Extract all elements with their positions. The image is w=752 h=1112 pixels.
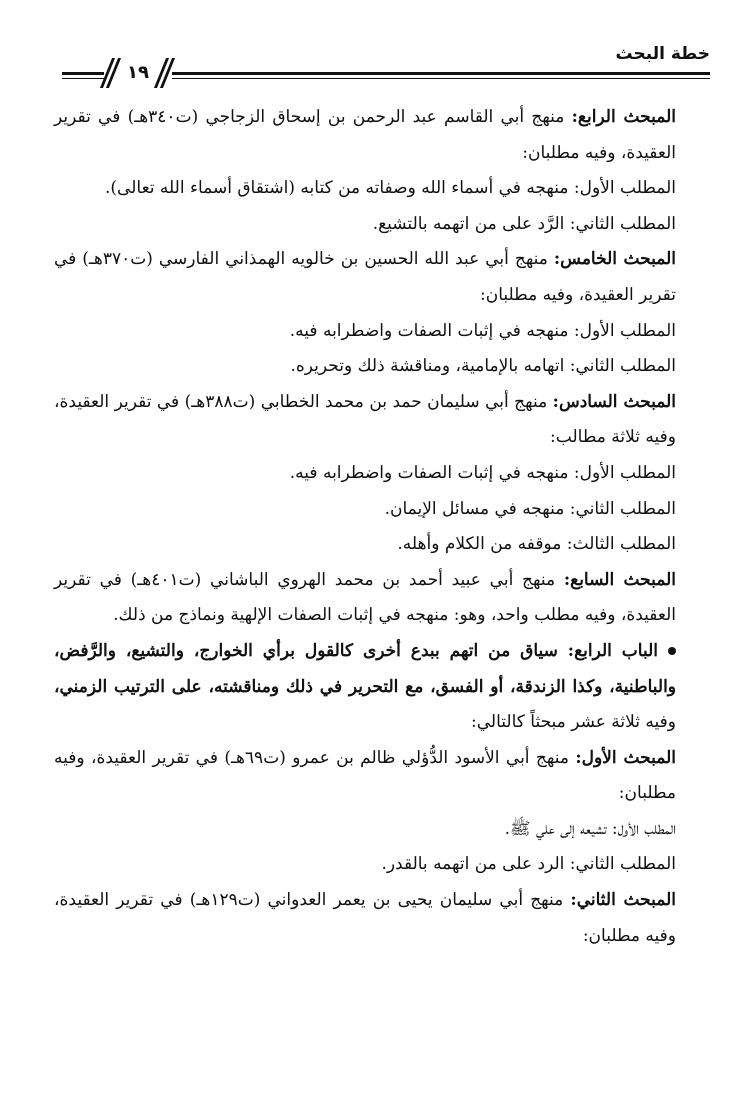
section-label: المبحث الثاني: bbox=[570, 890, 677, 911]
section-text: منهج أبي سليمان حمد بن محمد الخطابي (ت٣٨٨هـ) في تقرير العقيدة، وفيه ثلاثة مطالب: bbox=[54, 391, 676, 448]
subsection-line: المطلب الثاني: الرد على من اتهمه بالقدر. bbox=[381, 854, 676, 875]
section-text: منهج أبي عبد الله الحسين بن خالويه الهمذاني الفارسي (ت٣٧٠هـ) في تقرير العقيدة، وفيه مطلبان: bbox=[54, 249, 676, 305]
section-text: منهج أبي الأسود الدُّؤلي ظالم بن عمرو (ت٦٩هـ) في تقرير العقيدة، وفيه مطلبان: bbox=[54, 747, 676, 804]
subsection-line: المطلب الأول: منهجه في أسماء الله وصفاته من كتابه (اشتقاق أسماء الله تعالى). bbox=[105, 178, 676, 199]
section-paragraph bbox=[54, 741, 702, 812]
section-label: المبحث الأول: bbox=[575, 747, 676, 768]
page-number-badge bbox=[104, 60, 172, 86]
section-paragraph bbox=[54, 385, 702, 456]
section-paragraph bbox=[54, 563, 702, 634]
running-header bbox=[62, 42, 710, 92]
body-text bbox=[54, 100, 702, 954]
subsection-line: المطلب الأول: منهجه في إثبات الصفات واضطرابه فيه. bbox=[289, 320, 676, 341]
subsection-line: المطلب الأول: منهجه في إثبات الصفات واضطرابه فيه. bbox=[289, 462, 676, 483]
section-text: منهج أبي سليمان يحيى بن يعمر العدواني (ت١٢٩هـ) في تقرير العقيدة، وفيه مطلبان: bbox=[54, 890, 676, 946]
subsection-line: المطلب الثاني: الرَّد على من اتهمه بالتشيع. bbox=[372, 213, 676, 234]
section-label: المبحث السادس: bbox=[552, 391, 677, 412]
section-label: المبحث الرابع: bbox=[571, 107, 676, 127]
section-paragraph bbox=[54, 242, 702, 313]
chapter-text: وفيه ثلاثة عشر مبحثاً كالتالي: bbox=[471, 712, 676, 733]
chapter-title: الباب الرابع: سياق من اتهم ببدع أخرى كالقول برأي الخوارج، والتشيع، والرَّفض، والباطنية، وكذا الزندقة، أو الفسق، مع التحرير في ذلك ومناقشته، على الترتيب الزمني، bbox=[54, 640, 676, 697]
section-text: منهج أبي القاسم عبد الرحمن بن إسحاق الزجاجي (ت٣٤٠هـ) في تقرير العقيدة، وفيه مطلبان: bbox=[54, 107, 676, 163]
subsection-line: المطلب الثاني: منهجه في مسائل الإيمان. bbox=[384, 498, 676, 519]
section-text: منهج أبي عبيد أحمد بن محمد الهروي الباشاني (ت٤٠١هـ) في تقرير العقيدة، وفيه مطلب واحد، وهو: منهجه في إثبات الصفات الإلهية ونماذج من ذلك. bbox=[54, 569, 676, 626]
chapter-bullet bbox=[54, 634, 702, 741]
subsection-line: المطلب الثالث: موقفه من الكلام وأهله. bbox=[397, 534, 676, 555]
bullet-dot-icon bbox=[668, 647, 676, 655]
subsection-line: المطلب الثاني: اتهامه بالإمامية، ومناقشة ذلك وتحريره. bbox=[290, 356, 676, 377]
subsection-line: المطلب الأول: تشيعه إلى علي ﷺ. bbox=[504, 818, 676, 839]
running-header-title: خطة البحث bbox=[615, 44, 710, 64]
section-label: المبحث السابع: bbox=[563, 569, 676, 590]
page-number: ١٩ bbox=[127, 62, 149, 83]
section-label: المبحث الخامس: bbox=[553, 249, 677, 270]
section-paragraph bbox=[54, 883, 702, 954]
section-paragraph bbox=[54, 100, 702, 171]
